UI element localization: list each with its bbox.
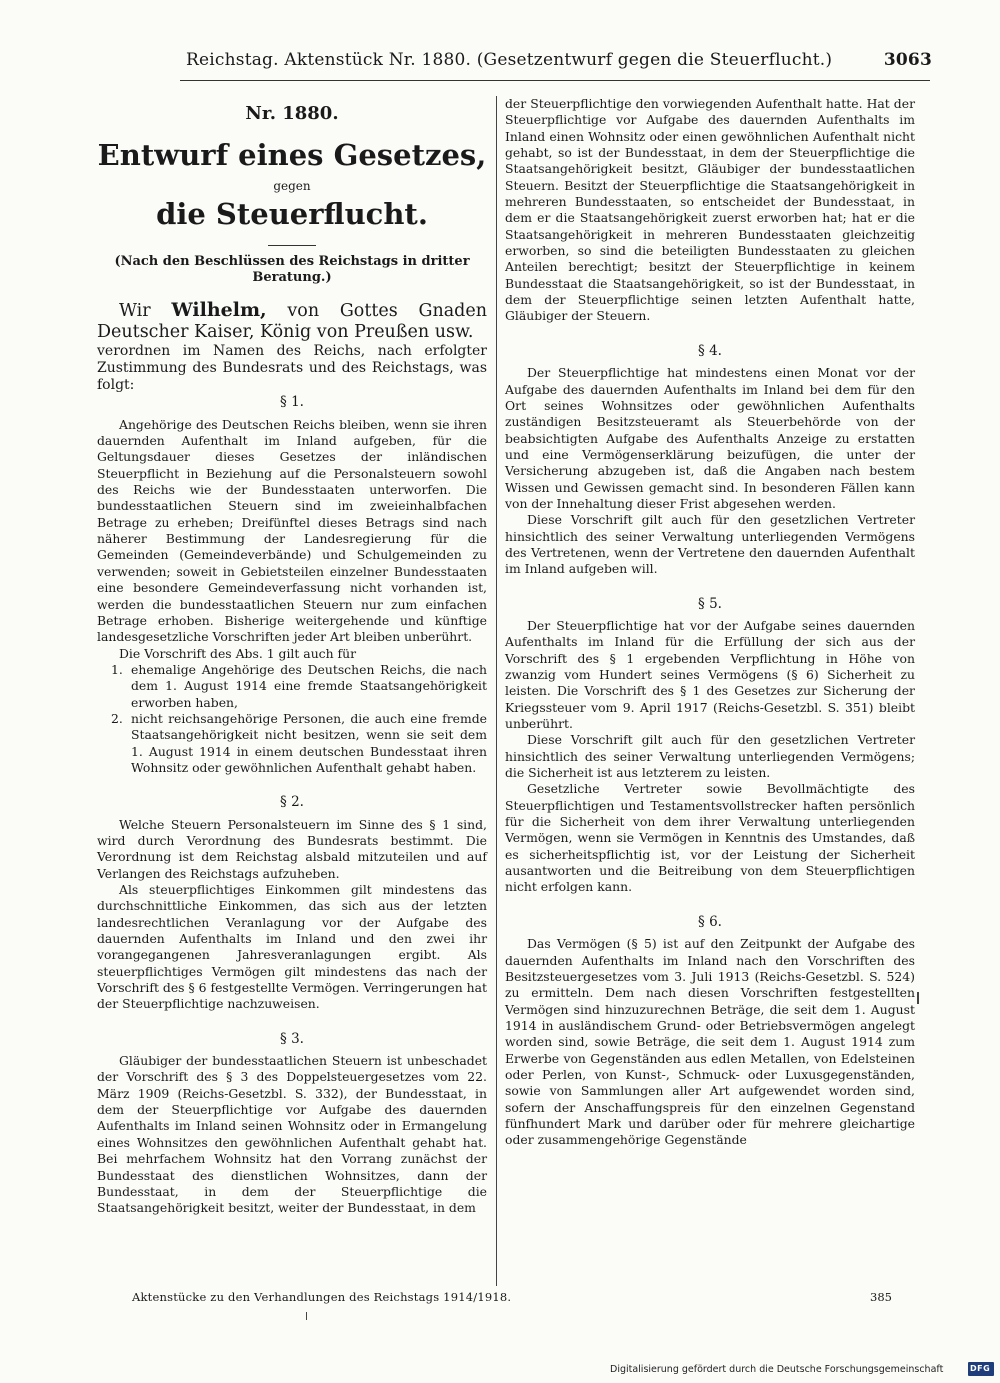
paragraph: Gesetzliche Vertreter sowie Bevollmächtigte des Steuerpflichtigen und Testamentsvollstrecker haften persönlich für die Sicherheit von dem ihrer Verwaltung unterliegenden Vermögen, wenn sie Vermögen in Kenntnis des Umstandes, daß es sicherheitspflichtig ist, vor der Leistung der Sicherheit ausantworten und die Beitreibung von dem Steuerpflichtigen nicht erfolgen kann. [505, 781, 915, 895]
list-item [97, 662, 487, 711]
enactment-clause: verordnen im Namen des Reichs, nach erfolgter Zustimmung des Bundesrats und des Reichstags, was folgt: [97, 343, 487, 394]
left-column [97, 96, 487, 1217]
section-heading-4: § 4. [698, 342, 722, 359]
item-text: nicht reichsangehörige Personen, die auch eine fremde Staatsangehörigkeit nicht besitzen, wenn sie seit dem 1. August 1914 in einem deutschen Bundesstaat ihren Wohnsitz oder gewöhnlichen Aufenthalt gehabt haben. [131, 710, 487, 775]
paragraph: Als steuerpflichtiges Einkommen gilt mindestens das durchschnittliche Einkommen, das sich aus der letzten landesrechtlichen Veranlagung vor der Aufgabe des dauernden Aufenthalts im Inland und den zwei ihr vorangegangenen Jahresveranlagungen ergibt. Als steuerpflichtiges Vermögen gilt mindestens das nach der Vorschrift des § 6 festgestellte Vermögen. Verringerungen hat der Steuerpflichtige nachzuweisen. [97, 882, 487, 1012]
enactment-lead: Wir [119, 301, 151, 322]
paragraph: Der Steuerpflichtige hat vor der Aufgabe seines dauernden Aufenthalts im Inland für die Erfüllung der sich aus der Vorschrift des § 1 ergebenden Verpflichtung in Höhe von zwanzig vom Hundert seines Vermögens (§ 6) Sicherheit zu leisten. Die Vorschrift des § 1 des Gesetzes zur Sicherung der Kriegssteuer vom 9. April 1917 (Reichs-Gesetzbl. S. 351) bleibt unberührt. [505, 617, 915, 732]
paragraph: Angehörige des Deutschen Reichs bleiben, wenn sie ihren dauernden Aufenthalt im Inland aufgeben, für die Geltungsdauer dieses Gesetzes der inländischen Steuerpflicht in Beziehung auf die Personalsteuern sowohl des Reichs wie der Bundesstaaten unterworfen. Die bundesstaatlichen Steuern sind im zweieinhalbfachen Betrage zu erheben; Dreifünftel dieses Betrags sind nach näherer Bestimmung der Landesregierung für die Gemeinden (Gemeindeverbände) und Schulgemeinden zu verwenden; soweit in Gebietsteilen einzelner Bundesstaaten eine besondere Gemeindeverfassung nicht vorhanden ist, werden die bundesstaatlichen Steuern nur zum einfachen Betrage erhoben. Bisherige weitergehende und künftige landesgesetzliche Vorschriften jeder Art bleiben unberührt. [97, 416, 487, 645]
item-text: ehemalige Angehörige des Deutschen Reichs, die nach dem 1. August 1914 eine fremde Staatsangehörigkeit erworben haben, [131, 661, 487, 710]
paragraph: Welche Steuern Personalsteuern im Sinne des § 1 sind, wird durch Verordnung des Bundesrats bestimmt. Die Verordnung ist dem Reichstag alsbald mitzuteilen und auf Verlangen des Reichstags aufzuheben. [97, 816, 487, 881]
document-number: Nr. 1880. [245, 103, 339, 124]
running-head: Reichstag. Aktenstück Nr. 1880. (Gesetzentwurf gegen die Steuerflucht.) [186, 50, 833, 70]
column-rule [496, 96, 497, 1286]
digitization-credit: Digitalisierung gefördert durch die Deutsche Forschungsgemeinschaft [610, 1364, 944, 1375]
dfg-logo-icon [968, 1362, 994, 1376]
margin-mark [917, 992, 919, 1004]
enactment-title: von Gottes Gnaden Deutscher Kaiser, König von Preußen usw. [97, 301, 487, 343]
paragraph: Gläubiger der bundesstaatlichen Steuern ist unbeschadet der Vorschrift des § 3 des Doppelsteuergesetzes vom 22. März 1909 (Reichs-Gesetzbl. S. 332), der Bundesstaat, in dem der Steuerpflichtige vor Aufgabe des dauernden Aufenthalts im Inland seinen Wohnsitz oder in Ermangelung eines Wohnsitzes den gewöhnlichen Aufenthalt gehabt hat. Bei mehrfachem Wohnsitz hat den Vorrang zunächst der Bundesstaat des dienstlichen Wohnsitzes, dann der Bundesstaat, in dem der Steuerpflichtige die Staatsangehörigkeit besitzt, weiter der Bundesstaat, in dem [97, 1053, 487, 1216]
section-heading-1: § 1. [280, 394, 304, 411]
reading-note: (Nach den Beschlüssen des Reichstags in dritter Beratung.) [114, 253, 470, 286]
section-heading-5: § 5. [698, 595, 722, 612]
title-rule [268, 245, 316, 246]
item-number: 1. [111, 661, 123, 677]
item-list [97, 662, 487, 776]
title-connector: gegen [273, 179, 311, 194]
section-heading-6: § 6. [698, 913, 722, 930]
running-header [178, 48, 938, 74]
margin-mark [306, 1312, 307, 1320]
document-subject: die Steuerflucht. [156, 196, 428, 231]
footer-collection-title: Aktenstücke zu den Verhandlungen des Reichstags 1914/1918. [132, 1290, 512, 1304]
page-number: 3063 [883, 50, 932, 70]
enactment-formula [97, 300, 487, 343]
section-heading-3: § 3. [280, 1030, 304, 1047]
paragraph: Diese Vorschrift gilt auch für den gesetzlichen Vertreter hinsichtlich des seiner Verwaltung unterliegenden Vermögens des Vertretenen, wenn der Vertretene den dauernden Aufenthalt im Inland aufgeben will. [505, 512, 915, 577]
paragraph-continued: der Steuerpflichtige den vorwiegenden Aufenthalt hatte. Hat der Steuerpflichtige vor Aufgabe des dauernden Aufenthalts im Inland einen Wohnsitz oder einen gewöhnlichen Aufenthalt nicht gehabt, so ist der Bundesstaat, in dem der Steuerpflichtige die Staatsangehörigkeit besitzt, Gläubiger der bundesstaatlichen Steuern. Besitzt der Steuerpflichtige die Staatsangehörigkeit in mehreren Bundesstaaten, so entscheidet der Bundesstaat, in dem er die Staatsangehörigkeit zuerst erworben hat; hat er die Staatsangehörigkeit in mehreren Bundesstaaten gleichzeitig erworben, so sind die beteiligten Bundesstaaten zu gleichen Anteilen berechtigt; besitzt der Steuerpflichtige in keinem Bundesstaat die Staatsangehörigkeit, so ist der Bundesstaat, in dem der Steuerpflichtige seinen letzten Aufenthalt hatte, Gläubiger der Steuern. [505, 96, 915, 324]
right-column [505, 96, 915, 1149]
paragraph: Das Vermögen (§ 5) ist auf den Zeitpunkt der Aufgabe des dauernden Aufenthalts im Inland nach den Vorschriften des Besitzsteuergesetzes vom 3. Juli 1913 (Reichs-Gesetzbl. S. 524) zu ermitteln. Dem nach diesen Vorschriften festgestellten Vermögen sind hinzuzurechnen Beträge, die seit dem 1. August 1914 in ausländischem Grund- oder Betriebsvermögen angelegt worden sind, sowie Beträge, die seit dem 1. August 1914 zum Erwerbe von Gegenständen aus edlen Metallen, von Edelsteinen oder Perlen, von Kunst-, Schmuck- oder Luxusgegenständen, sowie von Sammlungen aller Art aufgewendet worden sind, sofern der Anschaffungspreis für den einzelnen Gegenstand fünfhundert Mark und darüber oder für mehrere gleichartige oder zusammengehörige Gegenstände [505, 936, 915, 1148]
paragraph: Diese Vorschrift gilt auch für den gesetzlichen Vertreter hinsichtlich des seiner Verwaltung unterliegenden Vermögens; die Sicherheit ist aus letzterem zu leisten. [505, 732, 915, 781]
section-heading-2: § 2. [280, 794, 304, 811]
logo-text: DFG [970, 1364, 991, 1373]
header-rule [180, 80, 930, 81]
paragraph: Die Vorschrift des Abs. 1 gilt auch für [119, 645, 357, 661]
paragraph: Der Steuerpflichtige hat mindestens einen Monat vor der Aufgabe des dauernden Aufenthalts im Inland bei dem für den Ort seines Wohnsitzes oder gewöhnlichen Aufenthalts zuständigen Besitzsteueramt als Steuerbehörde von der beabsichtigten Aufgabe des Aufenthalts Anzeige zu erstatten und eine Vermögenserklärung beizufügen, die unter der Versicherung abzugeben ist, daß die Angaben nach bestem Wissen und Gewissen gemacht sind. In besonderen Fällen kann von der Innehaltung dieser Frist abgesehen werden. [505, 365, 915, 511]
footer-page-number: 385 [870, 1290, 892, 1304]
item-number: 2. [111, 710, 123, 726]
emperor-name: Wilhelm, [171, 299, 267, 322]
list-item [97, 711, 487, 776]
document-title: Entwurf eines Gesetzes, [97, 138, 487, 173]
